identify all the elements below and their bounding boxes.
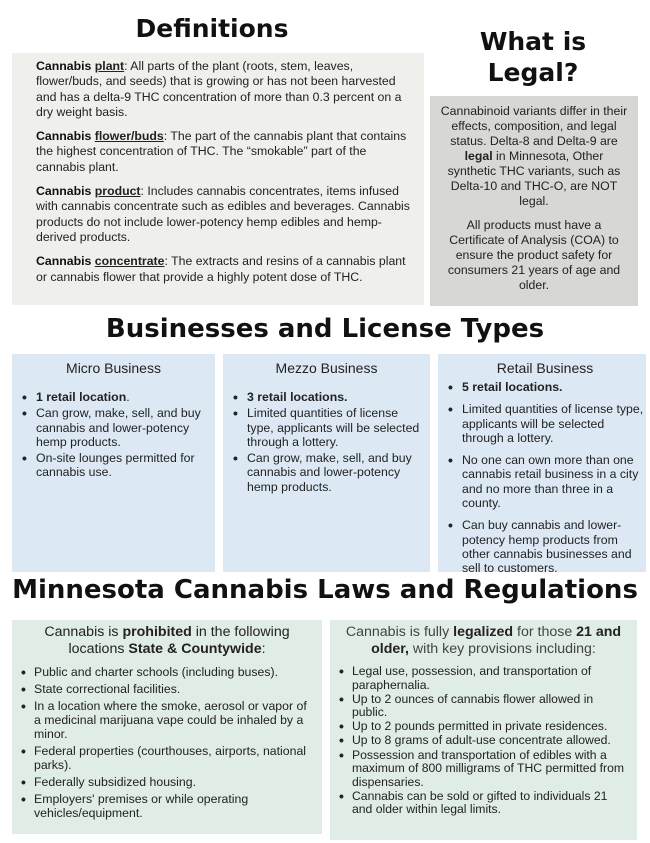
laws-heading: Minnesota Cannabis Laws and Regulations	[12, 575, 638, 605]
list-item: • State correctional facilities.	[20, 682, 314, 696]
micro-business-card	[12, 354, 215, 572]
list-item: • Can grow, make, sell, and buy cannabis and lower-potency hemp products.	[231, 451, 422, 494]
retail-business-title: Retail Business	[496, 360, 594, 376]
definition-concentrate: Cannabis concentrate: The extracts and resins of a cannabis plant or cannabis flower that provide a highly potent dose of THC.	[36, 254, 406, 284]
list-item: • 5 retail locations.	[446, 380, 644, 394]
businesses-heading: Businesses and License Types	[105, 314, 545, 344]
list-item: • Public and charter schools (including buses).	[20, 665, 314, 679]
list-item: • Can buy cannabis and lower-potency hemp products from other cannabis businesses and sell to customers.	[446, 518, 644, 575]
list-item: • Up to 8 grams of adult-use concentrate allowed.	[338, 734, 629, 748]
legalized-list	[338, 665, 629, 817]
list-item: • Employers' premises or while operating vehicles/equipment.	[20, 792, 314, 820]
legal-variants-text: Cannabinoid variants differ in their effects, composition, and legal status. Delta-8 and Delta-9 are legal in Minnesota, Other synthetic THC variants, such as Delta-10 and THC-O, are NOT legal.	[440, 104, 628, 208]
retail-business-card	[438, 354, 646, 576]
definition-plant: Cannabis plant: All parts of the plant (roots, stem, leaves, flower/buds, and seeds) that is growing or has not been harvested and has a delta-9 THC concentration of more than 0.3 percent on a dry weight basis.	[36, 59, 402, 119]
list-item: • No one can own more than one cannabis retail business in a city and no more than three in a county.	[446, 453, 644, 510]
legal-coa-text: All products must have a Certificate of Analysis (COA) to ensure the product safety for consumers 21 years of age and older.	[447, 218, 621, 292]
definitions-panel	[12, 53, 424, 305]
definition-flower: Cannabis flower/buds: The part of the cannabis plant that contains the highest concentration of THC. The “smokable” part of the cannabis plant.	[36, 129, 407, 174]
mezzo-business-card	[223, 354, 430, 572]
prohibited-lead: Cannabis is prohibited in the following locations State & Countywide:	[44, 624, 290, 657]
definition-product: Cannabis product: Includes cannabis concentrates, items infused with cannabis concentrate such as edibles and beverages. Cannabis products do not include lower-potency hemp edibles and hemp-derived products.	[36, 184, 410, 244]
list-item: • 3 retail locations.	[231, 390, 422, 404]
micro-business-list	[20, 390, 207, 480]
list-item: • Up to 2 pounds permitted in private residences.	[338, 720, 629, 734]
list-item: • Possession and transportation of edibles with a maximum of 800 milligrams of THC permitted from dispensaries.	[338, 749, 629, 790]
legalized-lead: Cannabis is fully legalized for those 21 and older, with key provisions including:	[345, 624, 622, 657]
prohibited-list	[20, 665, 314, 820]
list-item: • Limited quantities of license type, applicants will be selected through a lottery.	[231, 406, 422, 449]
list-item: • In a location where the smoke, aerosol or vapor of a medicinal marijuana vape could be inhaled by a minor.	[20, 699, 314, 741]
list-item: • Limited quantities of license type, applicants will be selected through a lottery.	[446, 402, 644, 445]
micro-business-title: Micro Business	[66, 360, 161, 376]
list-item: • 1 retail location.	[20, 390, 207, 404]
prohibited-panel	[12, 620, 322, 834]
list-item: • Up to 2 ounces of cannabis flower allowed in public.	[338, 693, 629, 720]
list-item: • Can grow, make, sell, and buy cannabis and lower-potency hemp products.	[20, 406, 207, 449]
legal-panel	[430, 96, 638, 306]
list-item: • Cannabis can be sold or gifted to individuals 21 and older within legal limits.	[338, 790, 629, 817]
list-item: • Federal properties (courthouses, airports, national parks).	[20, 744, 314, 772]
legal-heading: What is Legal?	[479, 27, 587, 87]
retail-business-list	[446, 380, 644, 576]
mezzo-business-list	[231, 390, 422, 494]
mezzo-business-title: Mezzo Business	[275, 360, 378, 376]
list-item: • Federally subsidized housing.	[20, 775, 314, 789]
list-item: • Legal use, possession, and transportation of paraphernalia.	[338, 665, 629, 692]
definitions-heading: Definitions	[135, 14, 289, 43]
legalized-panel	[330, 620, 637, 840]
list-item: • On-site lounges permitted for cannabis use.	[20, 451, 207, 480]
